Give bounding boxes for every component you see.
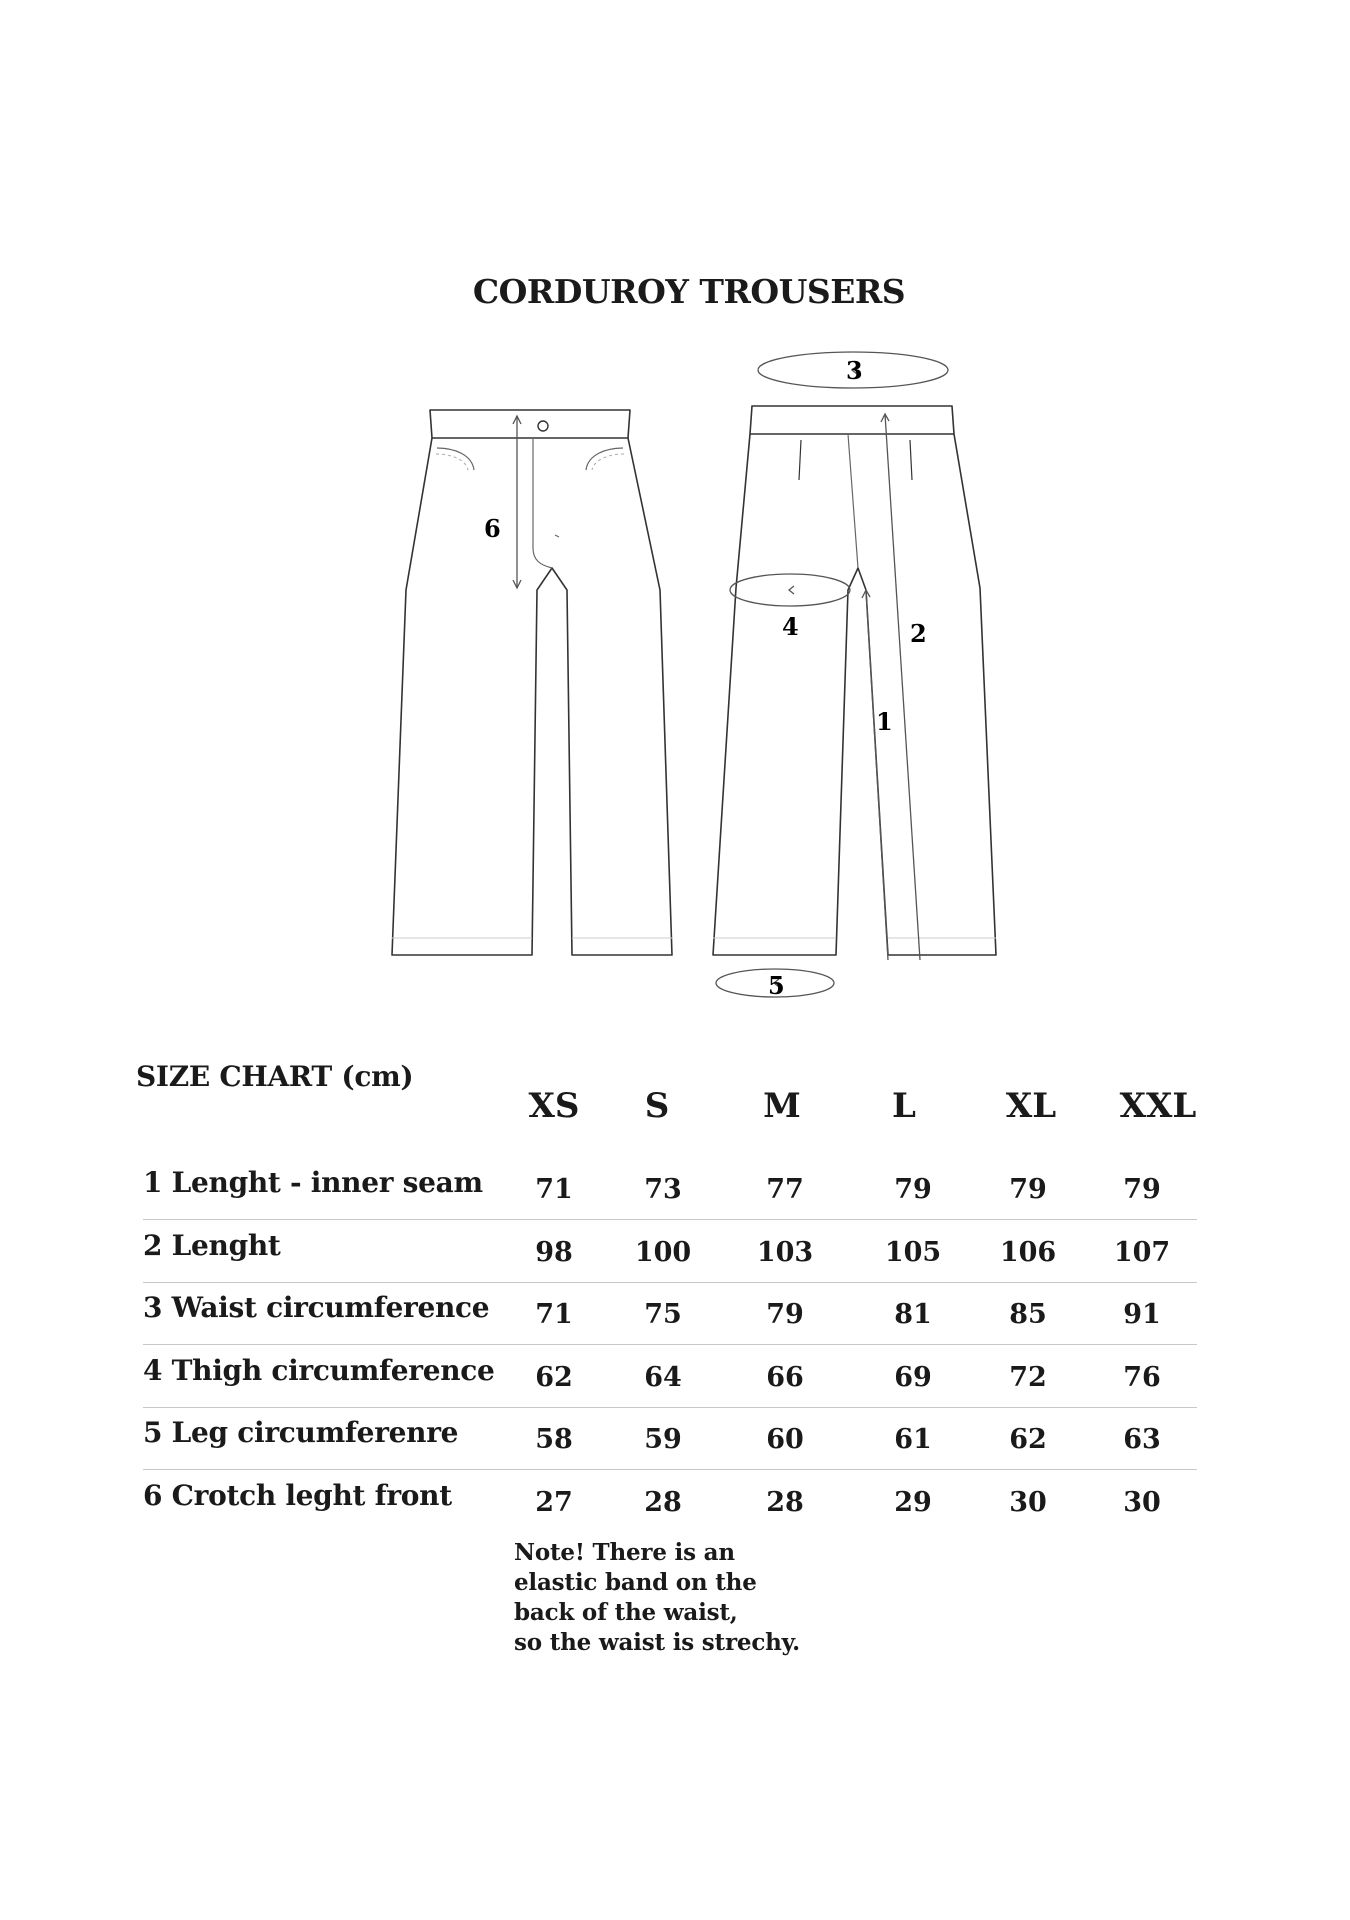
table-cell: 30 <box>1009 1486 1047 1518</box>
row-divider <box>143 1469 1197 1470</box>
row-label: 4 Thigh circumference <box>143 1353 495 1387</box>
row-label: 6 Crotch leght front <box>143 1478 452 1512</box>
size-xl-header: XL <box>1005 1086 1057 1126</box>
measure-line-1 <box>866 590 888 960</box>
table-cell: 62 <box>1009 1424 1047 1455</box>
note-line: elastic band on the <box>514 1569 757 1596</box>
size-xxl-header: XXL <box>1119 1086 1197 1126</box>
table-cell: 69 <box>894 1361 932 1393</box>
table-cell: 59 <box>644 1424 682 1455</box>
table-cell: 76 <box>1123 1361 1161 1393</box>
table-cell: 79 <box>1009 1174 1047 1205</box>
table-cell: 107 <box>1113 1236 1171 1268</box>
size-xs-header: XS <box>528 1086 580 1126</box>
table-cell: 106 <box>999 1236 1057 1268</box>
table-cell: 72 <box>1009 1361 1047 1393</box>
table-cell: 77 <box>766 1174 804 1205</box>
measure-label-4: 4 <box>782 612 799 641</box>
table-cell: 62 <box>535 1361 573 1393</box>
size-s-header: S <box>644 1086 670 1126</box>
front-view-drawing <box>392 410 672 955</box>
table-cell: 30 <box>1123 1486 1161 1518</box>
note-line: so the waist is strechy. <box>514 1629 800 1656</box>
table-cell: 75 <box>644 1299 682 1330</box>
measure-label-3: 3 <box>846 356 863 385</box>
row-divider <box>143 1407 1197 1408</box>
size-l-header: L <box>892 1086 916 1126</box>
table-cell: 98 <box>535 1236 573 1268</box>
table-cell: 79 <box>1123 1174 1161 1205</box>
size-m-header: M <box>763 1086 801 1126</box>
note-line: back of the waist, <box>514 1599 738 1626</box>
back-view-drawing <box>713 406 996 955</box>
row-label: 2 Lenght <box>143 1228 281 1262</box>
row-divider <box>143 1219 1197 1220</box>
table-cell: 105 <box>884 1236 942 1268</box>
table-cell: 85 <box>1009 1299 1047 1330</box>
table-cell: 27 <box>535 1486 573 1518</box>
table-cell: 61 <box>894 1424 932 1455</box>
measure-label-2: 2 <box>910 619 927 648</box>
table-cell: 64 <box>644 1361 682 1393</box>
row-label: 5 Leg circumferenre <box>143 1416 459 1449</box>
table-cell: 28 <box>644 1486 682 1518</box>
size-chart-title: SIZE CHART (cm) <box>136 1060 414 1093</box>
row-divider <box>143 1282 1197 1283</box>
table-cell: 29 <box>894 1486 932 1518</box>
table-cell: 71 <box>535 1299 573 1330</box>
table-cell: 66 <box>766 1361 804 1393</box>
waist-note <box>514 1538 834 1658</box>
measure-line-2 <box>885 414 920 960</box>
table-cell: 71 <box>535 1174 573 1205</box>
page-title: CORDUROY TROUSERS <box>472 272 906 311</box>
row-divider <box>143 1344 1197 1345</box>
table-cell: 103 <box>756 1236 814 1268</box>
table-cell: 28 <box>766 1486 804 1518</box>
row-label: 3 Waist circumference <box>143 1291 490 1324</box>
table-cell: 73 <box>644 1174 682 1205</box>
table-cell: 91 <box>1123 1299 1161 1330</box>
table-cell: 58 <box>535 1424 573 1455</box>
note-line: Note! There is an <box>514 1539 735 1566</box>
table-cell: 81 <box>894 1299 932 1330</box>
row-label: 1 Lenght - inner seam <box>143 1166 483 1199</box>
measure-label-1: 1 <box>876 707 893 736</box>
table-cell: 60 <box>766 1424 804 1455</box>
measure-label-6: 6 <box>484 514 501 543</box>
table-cell: 63 <box>1123 1424 1161 1455</box>
table-cell: 79 <box>894 1174 932 1205</box>
table-cell: 100 <box>634 1236 692 1268</box>
table-cell: 79 <box>766 1299 804 1330</box>
measure-label-5: 5 <box>768 971 785 1000</box>
